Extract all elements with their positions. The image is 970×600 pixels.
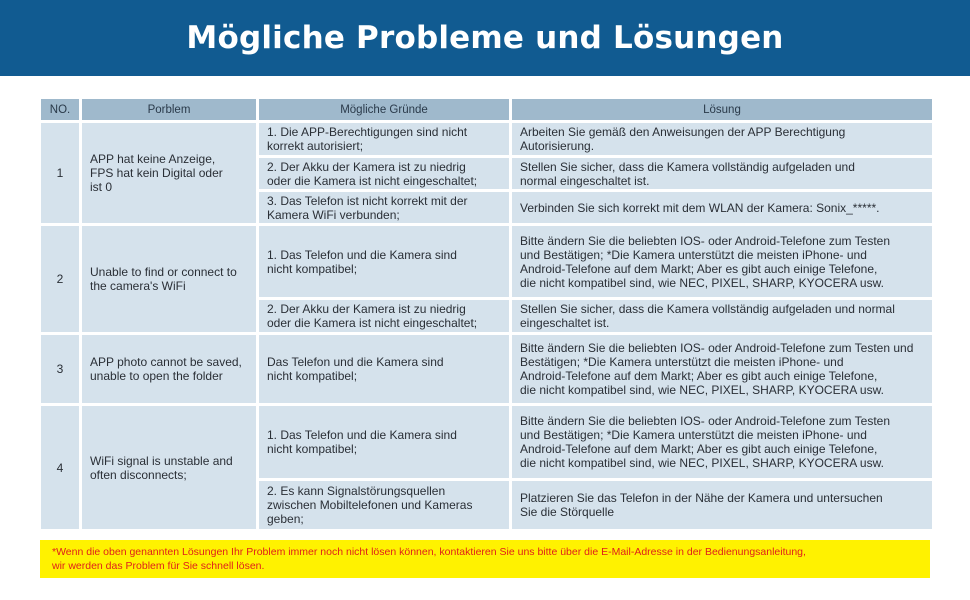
column-header-solution: Lösung xyxy=(512,99,932,120)
column-header-problem: Porblem xyxy=(82,99,256,120)
problem-text: WiFi signal is unstable and often disconnects; xyxy=(90,453,233,482)
solution-text: Bitte ändern Sie die beliebten IOS- oder Android-Telefone zum Testen und Bestätigen; *Die Kamera unterstützt die meisten iPhone- und Android-Telefone auf dem Markt; Aber es gibt auch einige Telefone, die nicht kompatibel sind, wie NEC, PIXEL, SHARP, KYOCERA usw. xyxy=(520,233,891,290)
page-title: Mögliche Probleme und Lösungen xyxy=(186,20,784,56)
reason-cell xyxy=(259,406,509,478)
problem-cell xyxy=(82,226,256,332)
table-row xyxy=(41,226,932,297)
problem-cell xyxy=(82,406,256,529)
table-header-row xyxy=(41,99,932,120)
reason-text: 1. Das Telefon und die Kamera sind nicht kompatibel; xyxy=(267,428,457,456)
reason-text: 1. Das Telefon und die Kamera sind nicht kompatibel; xyxy=(267,247,457,276)
row-number: 1 xyxy=(41,123,79,223)
solution-cell xyxy=(512,192,932,223)
table-row xyxy=(41,406,932,478)
reason-text: Das Telefon und die Kamera sind nicht kompatibel; xyxy=(267,355,444,383)
row-number: 4 xyxy=(41,406,79,529)
solution-text: Bitte ändern Sie die beliebten IOS- oder Android-Telefone zum Testen und Bestätigen; *Die Kamera unterstützt die meisten iPhone- und Android-Telefone auf dem Markt; Aber es gibt auch einige Telefone, die nicht kompatibel sind, wie NEC, PIXEL, SHARP, KYOCERA usw. xyxy=(520,341,914,397)
column-header-reasons: Mögliche Gründe xyxy=(259,99,509,120)
row-number: 2 xyxy=(41,226,79,332)
solution-text: Verbinden Sie sich korrekt mit dem WLAN der Kamera: Sonix_*****. xyxy=(520,200,880,215)
reason-text: 2. Es kann Signalstörungsquellen zwischen Mobiltelefonen und Kameras geben; xyxy=(267,484,473,526)
solution-cell xyxy=(512,158,932,189)
reason-text: 2. Der Akku der Kamera ist zu niedrig oder die Kamera ist nicht eingeschaltet; xyxy=(267,302,478,330)
solution-text: Stellen Sie sicher, dass die Kamera vollständig aufgeladen und normal eingeschaltet ist. xyxy=(520,302,895,330)
reason-cell xyxy=(259,226,509,297)
solution-cell xyxy=(512,335,932,403)
solution-cell xyxy=(512,406,932,478)
solution-cell xyxy=(512,300,932,332)
table-row xyxy=(41,123,932,155)
column-header-no: NO. xyxy=(41,99,79,120)
solution-text: Bitte ändern Sie die beliebten IOS- oder Android-Telefone zum Testen und Bestätigen; *Die Kamera unterstützt die meisten iPhone- und Android-Telefone auf dem Markt; Aber es gibt auch einige Telefone, die nicht kompatibel sind, wie NEC, PIXEL, SHARP, KYOCERA usw. xyxy=(520,414,891,470)
problem-text: APP photo cannot be saved, unable to open the folder xyxy=(90,355,242,383)
reason-text: 3. Das Telefon ist nicht korrekt mit der Kamera WiFi verbunden; xyxy=(267,193,468,222)
problem-cell xyxy=(82,123,256,223)
troubleshooting-table xyxy=(38,96,935,532)
notice-line-1: *Wenn die oben genannten Lösungen Ihr Problem immer noch nicht lösen können, kontaktieren Sie uns bitte über die E-Mail-Adresse in der Bedienungsanleitung, xyxy=(52,546,806,558)
reason-cell xyxy=(259,192,509,223)
notice-line-2: wir werden das Problem für Sie schnell lösen. xyxy=(52,560,265,572)
solution-text: Arbeiten Sie gemäß den Anweisungen der APP Berechtigung Autorisierung. xyxy=(520,125,846,153)
reason-cell xyxy=(259,158,509,189)
reason-cell xyxy=(259,481,509,529)
table-row xyxy=(41,335,932,403)
reason-cell xyxy=(259,335,509,403)
problem-cell xyxy=(82,335,256,403)
reason-cell xyxy=(259,300,509,332)
problem-text: Unable to find or connect to the camera's WiFi xyxy=(90,265,237,293)
title-banner xyxy=(0,0,970,76)
reason-cell xyxy=(259,123,509,155)
solution-text: Platzieren Sie das Telefon in der Nähe der Kamera und untersuchen Sie die Störquelle xyxy=(520,491,883,519)
solution-cell xyxy=(512,123,932,155)
problem-text: APP hat keine Anzeige, FPS hat kein Digital oder ist 0 xyxy=(90,152,223,194)
reason-text: 1. Die APP-Berechtigungen sind nicht korrekt autorisiert; xyxy=(267,125,468,153)
solution-text: Stellen Sie sicher, dass die Kamera vollständig aufgeladen und normal eingeschaltet ist. xyxy=(520,159,855,188)
solution-cell xyxy=(512,481,932,529)
row-number: 3 xyxy=(41,335,79,403)
solution-cell xyxy=(512,226,932,297)
reason-text: 2. Der Akku der Kamera ist zu niedrig oder die Kamera ist nicht eingeschaltet; xyxy=(267,159,478,188)
contact-notice xyxy=(40,540,930,578)
